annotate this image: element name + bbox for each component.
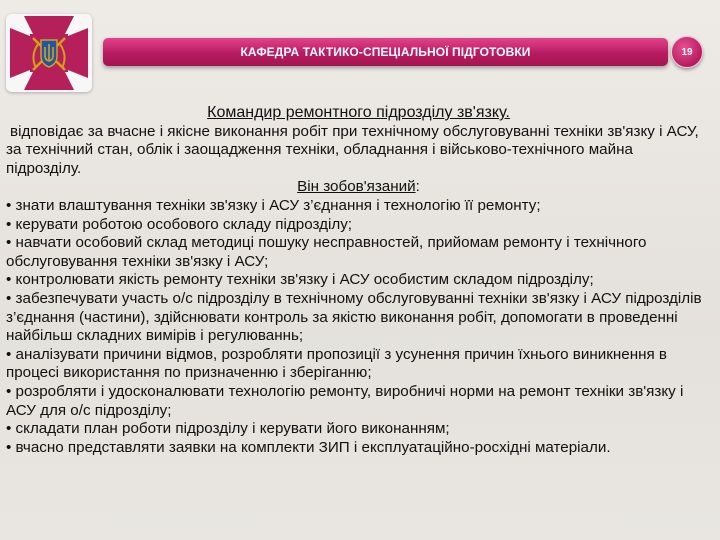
emblem-logo [6, 14, 92, 92]
page-number-badge [671, 36, 703, 68]
content-title: Командир ремонтного підрозділу зв'язку. [207, 104, 510, 121]
duty-item: • керувати роботою особового складу підрозділу; [6, 215, 353, 233]
military-cross-emblem-icon [6, 14, 92, 92]
duty-item: • забезпечувати участь о/с підрозділу в технічному обслуговуванні техніки зв'язку і АСУ підрозділів з’єднання (частини), здійснювати контроль за якістю виконання робіт, допомогати в проведенні найбільш складних вимірів і регулюваннь; [6, 289, 702, 345]
duty-item: • знати влаштування техніки зв'язку і АСУ з’єднання і технологію її ремонту; [6, 196, 541, 214]
duties-heading-colon: : [415, 178, 420, 196]
duties-heading [6, 178, 711, 197]
duty-item: • навчати особовий склад методиці пошуку несправностей, прийомам ремонту і технічного обслуговування техніки зв'язку і АСУ; [6, 234, 647, 270]
header-title: КАФЕДРА ТАКТИКО-СПЕЦІАЛЬНОЇ ПІДГОТОВКИ [240, 45, 531, 59]
duty-item: • складати план роботи підрозділу і керувати його виконанням; [6, 420, 450, 438]
duty-item: • аналізувати причини відмов, розробляти пропозиції з усунення причин їхнього виникнення в процесі використання по призначенню і зберіганню; [6, 345, 667, 382]
duties-heading-text: Він зобов'язаний [297, 178, 416, 196]
page-number: 19 [681, 46, 693, 58]
slide-content [6, 104, 711, 457]
header-title-bar [103, 38, 668, 66]
duty-item: • контролювати якість ремонту техніки зв'язку і АСУ особистим складом підрозділу; [6, 271, 594, 289]
duty-item: • вчасно представляти заявки на комплекти ЗИП і експлуатаційно-росхідні матеріали. [6, 438, 611, 456]
duty-item: • розробляти і удосконалювати технологію ремонту, виробничі норми на ремонт техніки зв'язку і АСУ для о/с підрозділу; [6, 382, 684, 419]
intro-paragraph: відповідає за вчасне і якісне виконання робіт при технічному обслуговуванні техніки зв'язку і АСУ, за технічний стан, облік і заощадження техніки, обладнання і військово-технічного майна підрозділу. [6, 122, 699, 177]
